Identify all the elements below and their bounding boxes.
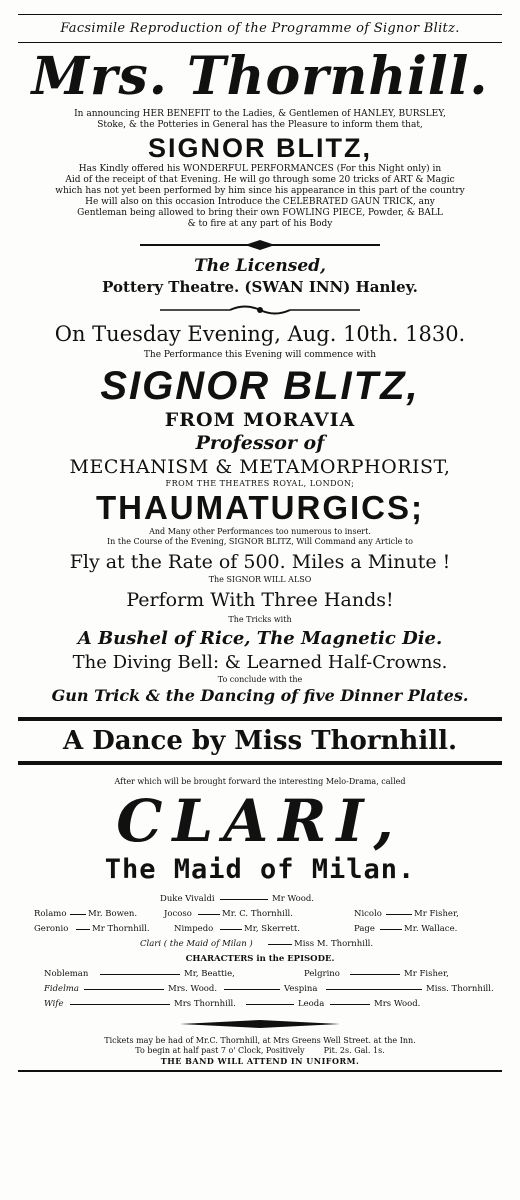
cast-dash <box>386 914 412 915</box>
cast-row <box>14 922 506 937</box>
cast-actor: Mr Thornhill. <box>92 924 150 934</box>
licensed-line: The Licensed, <box>194 256 326 276</box>
cast-actor: Mr. Bowen. <box>88 909 138 919</box>
cast-actor: Mr. C. Thornhill. <box>222 909 293 919</box>
cast-actor: Mr, Skerrett. <box>244 924 300 934</box>
cast-role: Duke Vivaldi <box>160 894 215 904</box>
cast-role: Geronio <box>34 924 69 934</box>
clari-heading: CLARI, <box>116 787 404 855</box>
cast-actor: Mr, Beattie, <box>184 969 235 979</box>
intro-body-3: which has not yet been performed by him since his appearance in this part of the country <box>55 186 465 196</box>
dance-line: A Dance by Miss Thornhill. <box>62 726 458 756</box>
cast-actor: Mr. Wallace. <box>404 924 458 934</box>
from-moravia: FROM MORAVIA <box>164 409 356 431</box>
cast-dash <box>220 929 242 930</box>
cast-row <box>14 907 506 922</box>
cast-role: Rolamo <box>34 909 67 919</box>
cast-role: Nicolo <box>354 909 382 919</box>
begin-prices-line <box>14 1046 506 1056</box>
after-which: After which will be brought forward the interesting Melo-Drama, called <box>114 777 406 786</box>
theatre-line: Pottery Theatre. (SWAN INN) Hanley. <box>102 278 418 296</box>
cast-list <box>14 892 506 1012</box>
theatres-royal: FROM THE THEATRES ROYAL, LONDON; <box>165 479 355 488</box>
cast-dash <box>84 989 164 990</box>
cast-dash <box>100 974 180 975</box>
cast-actor: Miss M. Thornhill. <box>294 939 374 949</box>
date-line: On Tuesday Evening, Aug. 10th. 1830. <box>54 322 466 346</box>
signor-also: The SIGNOR WILL ALSO <box>208 575 312 584</box>
bottom-rule <box>18 1070 502 1072</box>
benefit-title: Mrs. Thornhill. <box>31 46 489 107</box>
cast-dash <box>220 899 268 900</box>
cast-actor: Mrs. Wood. <box>168 984 218 994</box>
professor-of: Professor of <box>195 432 325 454</box>
dance-rule-bottom <box>18 761 502 765</box>
cast-dash <box>70 1004 170 1005</box>
flourish-ornament-icon <box>140 240 380 250</box>
cast-role: Vespina <box>284 984 318 994</box>
intro-body-2: Aid of the receipt of that Evening. He will go through some 20 tricks of ART & Magic <box>65 175 455 185</box>
cast-actor: Mrs Thornhill. <box>174 999 236 1009</box>
begin-time: To begin at half past 7 o' Clock, Positively <box>135 1046 305 1055</box>
cast-dash <box>76 929 90 930</box>
cast-role: Nobleman <box>44 969 89 979</box>
intro-line-1: In announcing HER BENEFIT to the Ladies, & Gentlemen of HANLEY, BURSLEY, <box>74 109 446 119</box>
maid-of-milan: The Maid of Milan. <box>104 854 416 885</box>
commence-line: The Performance this Evening will commence with <box>143 350 377 360</box>
scroll-ornament-icon <box>160 303 360 317</box>
course-of-evening: In the Course of the Evening, SIGNOR BLITZ, Will Command any Article to <box>107 537 413 546</box>
tricks-with: The Tricks with <box>228 615 292 624</box>
intro-body-4: He will also on this occasion Introduce the CELEBRATED GAUN TRICK, any <box>85 197 435 207</box>
facsimile-caption: Facsimile Reproduction of the Programme of Signor Blitz. <box>60 21 460 36</box>
cast-actor: Mrs Wood. <box>374 999 421 1009</box>
cast-actor: Mr Fisher, <box>404 969 449 979</box>
cast-role: Jocoso <box>164 909 192 919</box>
cast-dash <box>224 989 280 990</box>
episode-heading: CHARACTERS in the EPISODE. <box>185 954 335 964</box>
caption-rule <box>18 42 502 43</box>
cast-row <box>14 937 506 952</box>
thaumaturgics-heading: THAUMATURGICS; <box>95 489 424 526</box>
cast-dash <box>326 989 422 990</box>
cast-row <box>14 982 506 997</box>
cast-role: Page <box>354 924 375 934</box>
intro-line-2: Stoke, & the Potteries in General has the Pleasure to inform them that, <box>97 120 423 130</box>
cast-dash <box>330 1004 370 1005</box>
ornamental-rule-3 <box>14 1018 506 1030</box>
cast-actor: Miss. Thornhill. <box>426 984 494 994</box>
fly-line: Fly at the Rate of 500. Miles a Minute ! <box>69 551 451 573</box>
cast-actor: Mr Fisher, <box>414 909 459 919</box>
conclude-line: To conclude with the <box>217 675 303 684</box>
top-rule <box>18 14 502 15</box>
cast-dash <box>246 1004 294 1005</box>
cast-dash <box>198 914 220 915</box>
gun-trick-line: Gun Trick & the Dancing of five Dinner Plates. <box>51 686 469 705</box>
diving-bell-line: The Diving Bell: & Learned Half-Crowns. <box>72 652 448 673</box>
episode-heading-row <box>14 952 506 967</box>
many-performances: And Many other Performances too numerous to insert. <box>149 527 371 536</box>
cast-role: Clari ( the Maid of Milan ) <box>140 939 253 949</box>
cast-dash <box>380 929 402 930</box>
cast-role: Pelgrino <box>304 969 340 979</box>
diamond-ornament-icon <box>180 1019 340 1029</box>
cast-row <box>14 997 506 1012</box>
cast-actor: Mr Wood. <box>272 894 315 904</box>
ornamental-rule-2 <box>14 301 506 319</box>
cast-role: Fidelma <box>44 984 79 994</box>
three-hands-line: Perform With Three Hands! <box>126 589 394 611</box>
cast-role: Wife <box>44 999 64 1009</box>
cast-row <box>14 967 506 982</box>
ornamental-rule-1 <box>14 236 506 254</box>
cast-row <box>14 892 506 907</box>
intro-body-6: & to fire at any part of his Body <box>187 219 333 229</box>
prices: Pit. 2s. Gal. 1s. <box>323 1046 385 1055</box>
tickets-line: Tickets may be had of Mr.C. Thornhill, at Mrs Greens Well Street. at the Inn. <box>104 1036 416 1045</box>
cast-dash <box>350 974 400 975</box>
intro-body-1: Has Kindly offered his WONDERFUL PERFORMANCES (For this Night only) in <box>78 164 442 174</box>
cast-role: Nimpedo <box>174 924 214 934</box>
band-line: THE BAND WILL ATTEND IN UNIFORM. <box>160 1056 360 1066</box>
signor-heading: SIGNOR BLITZ, <box>148 133 372 163</box>
bushel-line: A Bushel of Rice, The Magnetic Die. <box>77 628 443 649</box>
cast-dash <box>70 914 86 915</box>
cast-role: Leoda <box>298 999 325 1009</box>
mechanism-line: MECHANISM & METAMORPHORIST, <box>69 456 451 478</box>
cast-dash <box>268 944 292 945</box>
intro-body-5: Gentleman being allowed to bring their own FOWLING PIECE, Powder, & BALL <box>77 208 443 218</box>
signor-blitz-heading: SIGNOR BLITZ, <box>100 364 420 408</box>
